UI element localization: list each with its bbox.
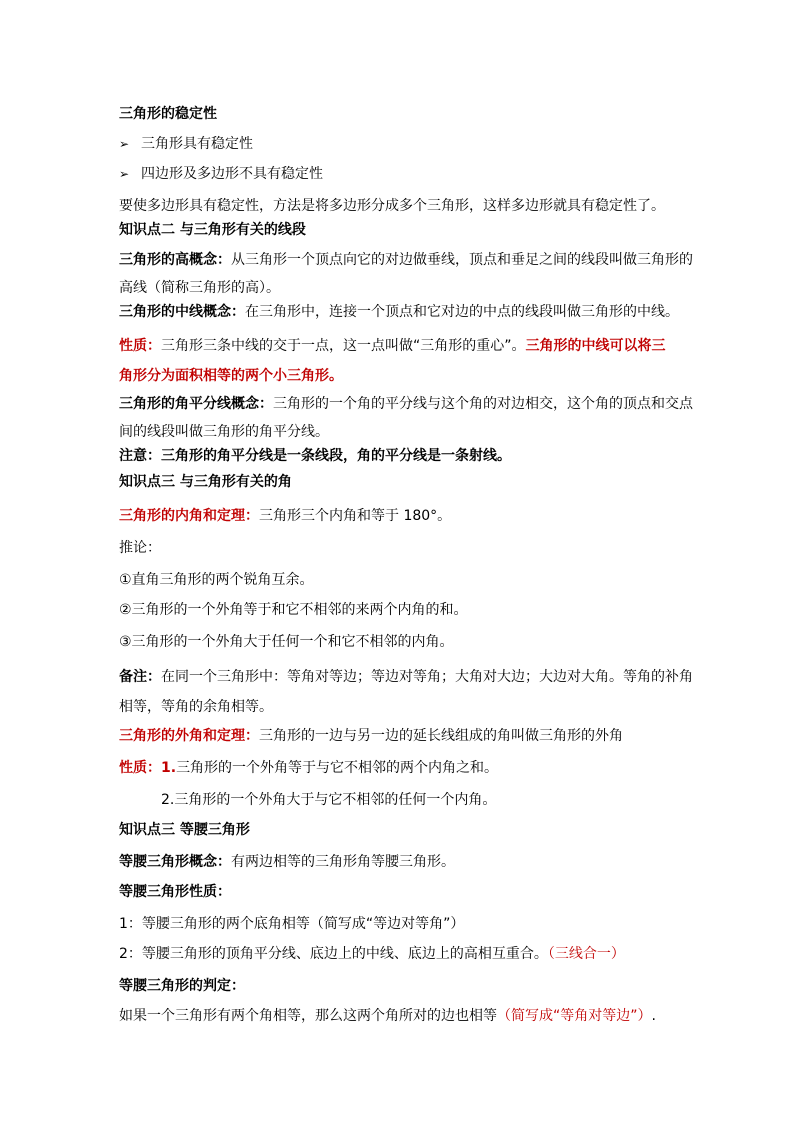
interior-angle-paragraph [119, 506, 451, 526]
corollary-label: 推论： [119, 540, 161, 556]
section-title-kp3: 知识点三 与三角形有关的角 [119, 474, 292, 490]
interior-angle-label: 三角形的内角和定理： [119, 508, 259, 524]
exterior-property-1 [119, 758, 498, 778]
isosceles-judgement-end: . [651, 1008, 656, 1024]
corollary-item: ②三角形的一个外角等于和它不相邻的来两个内角的和。 [119, 602, 468, 618]
note-label: 注意： [119, 448, 161, 464]
isosceles-property-text: 2：等腰三角形的顶角平分线、底边上的中线、底边上的高相互重合。 [119, 946, 548, 962]
bullet-text: 四边形及多边形不具有稳定性 [141, 166, 323, 182]
stability-note: 要使多边形具有稳定性，方法是将多边形分成多个三角形，这样多边形就具有稳定性了。 [119, 198, 665, 214]
median-property-text: 三角形三条中线的交于一点，这一点叫做“三角形的重心”。 [161, 338, 526, 354]
bullet-item [119, 164, 323, 184]
isosceles-judgement-text [119, 1006, 656, 1026]
median-property-label: 性质： [119, 338, 161, 354]
corollary-item: ①直角三角形的两个锐角互余。 [119, 572, 314, 588]
corollary-item: ③三角形的一个外角大于任何一个和它不相邻的内角。 [119, 634, 454, 650]
isosceles-property-item [119, 944, 625, 964]
median-text: 在三角形中，连接一个顶点和它对边的中点的线段叫做三角形的中线。 [245, 304, 679, 320]
remark-label: 备注： [119, 669, 161, 685]
section-title-kp2: 知识点二 与三角形有关的线段 [119, 222, 306, 238]
arrow-bullet-icon: ➢ [119, 167, 130, 181]
median-property-line1 [119, 336, 666, 356]
median-property-highlight: 三角形的中线可以将三 [525, 338, 666, 354]
altitude-text: 从三角形一个顶点向它的对边做垂线，顶点和垂足之间的线段叫做三角形的高线（简称三角形的高）。 [119, 252, 693, 296]
median-label: 三角形的中线概念： [119, 304, 245, 320]
exterior-property-label: 性质：1. [119, 760, 177, 776]
remark-text: 在同一个三角形中：等角对等边；等边对等角；大角对大边；大边对大角。等角的补角相等，等角的余角相等。 [119, 669, 693, 715]
altitude-label: 三角形的高概念： [119, 252, 231, 268]
bisector-paragraph [119, 390, 699, 446]
isosceles-property-label: 等腰三角形性质： [119, 884, 231, 900]
exterior-angle-text: 三角形的一边与另一边的延长线组成的角叫做三角形的外角 [259, 728, 623, 744]
remark-paragraph [119, 662, 699, 722]
exterior-property-2: 2.三角形的一个外角大于与它不相邻的任何一个内角。 [161, 792, 497, 808]
three-lines-coincide-note: （三线合一） [547, 946, 625, 962]
isosceles-judgement-main: 如果一个三角形有两个角相等，那么这两个角所对的边也相等 [119, 1008, 497, 1024]
bisector-label: 三角形的角平分线概念： [119, 396, 273, 412]
exterior-angle-paragraph [119, 726, 623, 746]
exterior-property-text: 三角形的一个外角等于与它不相邻的两个内角之和。 [176, 760, 499, 776]
section-title-isosceles: 知识点三 等腰三角形 [119, 822, 250, 838]
interior-angle-text: 三角形三个内角和等于 180°。 [259, 508, 452, 524]
isosceles-definition [119, 852, 455, 872]
note-text: 三角形的角平分线是一条线段，角的平分线是一条射线。 [161, 448, 511, 464]
isosceles-property-item: 1：等腰三角形的两个底角相等（简写成“等边对等角”） [119, 916, 465, 932]
median-paragraph [119, 302, 679, 322]
bullet-text: 三角形具有稳定性 [141, 136, 253, 152]
isosceles-judgement-label: 等腰三角形的判定： [119, 978, 245, 994]
isosceles-definition-label: 等腰三角形概念： [119, 854, 231, 870]
stability-title: 三角形的稳定性 [119, 106, 217, 122]
isosceles-judgement-short: （简写成“等角对等边”） [497, 1008, 652, 1024]
arrow-bullet-icon: ➢ [119, 137, 130, 151]
isosceles-definition-text: 有两边相等的三角形角等腰三角形。 [231, 854, 455, 870]
bullet-item [119, 134, 253, 154]
note-paragraph [119, 446, 511, 466]
altitude-paragraph [119, 246, 699, 302]
exterior-angle-label: 三角形的外角和定理： [119, 728, 259, 744]
median-property-line2: 角形分为面积相等的两个小三角形。 [119, 368, 343, 384]
bisector-text: 三角形的一个角的平分线与这个角的对边相交，这个角的顶点和交点间的线段叫做三角形的角平分线。 [119, 396, 693, 440]
